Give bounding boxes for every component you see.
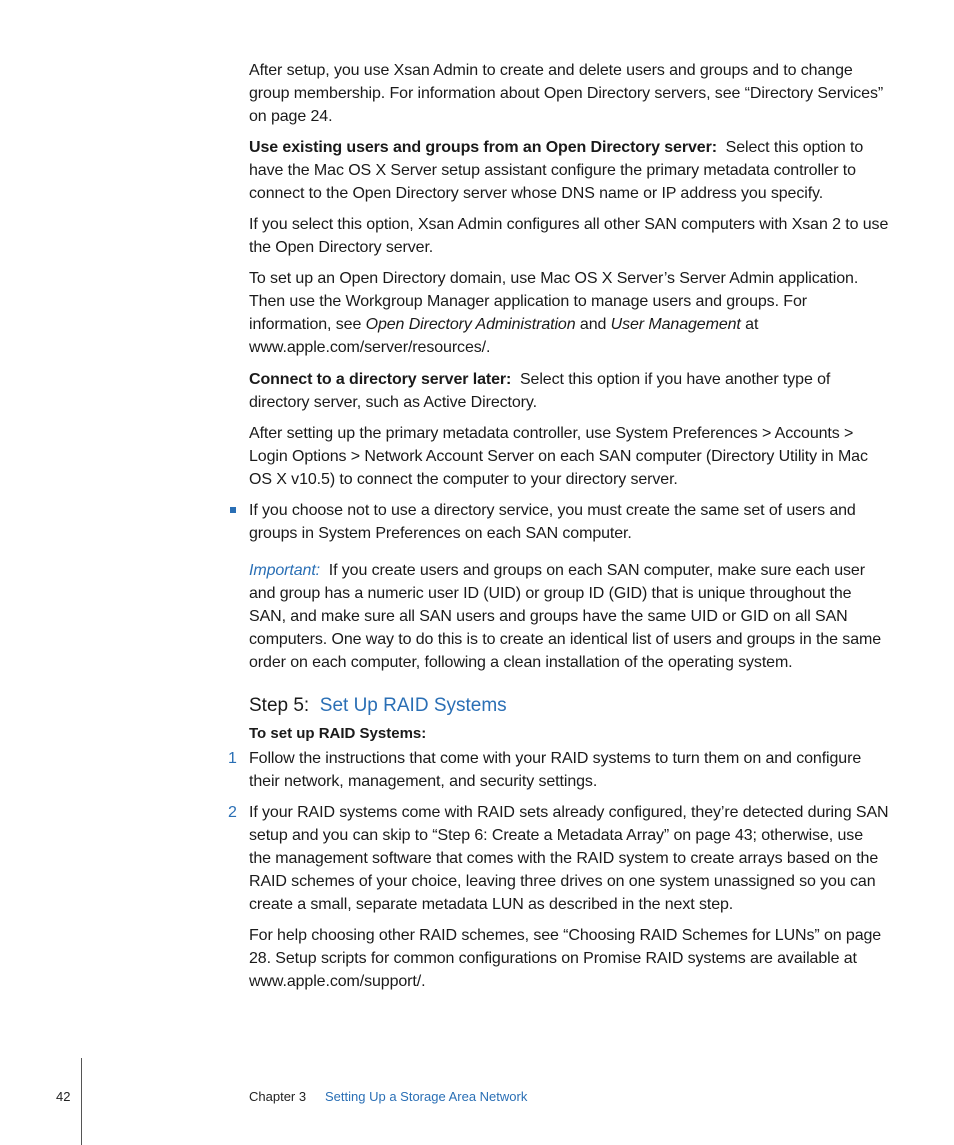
task-title: To set up RAID Systems: <box>249 725 427 742</box>
step-heading <box>249 693 889 719</box>
bullet-text: If you choose not to use a directory service, you must create the same set of users and groups in System Preferences on each SAN computer. <box>249 502 856 542</box>
option-heading-open-directory: Use existing users and groups from an Open Directory server: <box>249 139 717 156</box>
paragraph-after-setup: After setting up the primary metadata controller, use System Preferences > Accounts > Login Options > Network Account Server on each SAN computer (Directory Utility in Mac OS X v10.5) to connect the computer to your directory server. <box>249 425 868 488</box>
step-title: Set Up RAID Systems <box>319 695 507 716</box>
important-label: Important: <box>249 562 321 579</box>
footer-chapter-title: Setting Up a Storage Area Network <box>325 1089 528 1104</box>
document-body <box>228 59 889 993</box>
bullet-square-icon <box>230 507 236 513</box>
book-title-od-admin: Open Directory Administration <box>365 316 576 333</box>
numbered-step-1 <box>228 747 889 793</box>
important-note <box>249 559 889 674</box>
footer-chapter: Chapter 3 <box>249 1089 307 1104</box>
page-number: 42 <box>56 1089 71 1104</box>
bullet-item <box>249 499 889 545</box>
paragraph-connect-later-option <box>249 368 889 414</box>
setup-domain-text-b: at www.apple.com/server/resources/. <box>249 316 759 356</box>
option-body-connect-later: Select this option if you have another type of directory server, such as Active Directory. <box>249 371 831 411</box>
paragraph-raid-help: For help choosing other RAID schemes, see “Choosing RAID Schemes for LUNs” on page 28. Setup scripts for common configurations on Promise RAID systems are available at www.apple.com/support/. <box>249 927 882 990</box>
footer-divider <box>81 1058 82 1145</box>
book-title-user-management: User Management <box>610 316 741 333</box>
paragraph-setup-domain <box>249 267 889 359</box>
numbered-step-2 <box>228 801 889 916</box>
step-number: 2 <box>228 804 237 821</box>
option-body-open-directory: Select this option to have the Mac OS X Server setup assistant configure the primary metadata controller to connect to the Open Directory server whose DNS name or IP address you specify. <box>249 139 864 202</box>
step-prefix: Step 5: <box>249 695 310 716</box>
paragraph-intro: After setup, you use Xsan Admin to create and delete users and groups and to change group membership. For information about Open Directory servers, see “Directory Services” on page 24. <box>249 62 884 125</box>
option-heading-connect-later: Connect to a directory server later: <box>249 371 512 388</box>
setup-domain-text-a: To set up an Open Directory domain, use Mac OS X Server’s Server Admin application. Then use the Workgroup Manager application to manage users and groups. For information, see <box>249 270 859 333</box>
step-number: 1 <box>228 750 237 767</box>
paragraph-xsan-admin-config: If you select this option, Xsan Admin configures all other SAN computers with Xsan 2 to use the Open Directory server. <box>249 216 889 256</box>
paragraph-open-directory-option <box>249 136 889 205</box>
setup-domain-and: and <box>579 316 607 333</box>
step-text: If your RAID systems come with RAID sets already configured, they’re detected during SAN setup and you can skip to “Step 6: Create a Metadata Array” on page 43; otherwise, use the management software that comes with the RAID system to create arrays based on the RAID schemes of your choice, leaving three drives on one system unassigned so you can create a small, separate metadata LUN as described in the next step. <box>249 804 889 913</box>
step-text: Follow the instructions that come with your RAID systems to turn them on and configure their network, management, and security settings. <box>249 750 862 790</box>
important-body: If you create users and groups on each SAN computer, make sure each user and group has a numeric user ID (UID) or group ID (GID) that is unique throughout the SAN, and make sure all SAN users and groups have the same UID or GID on all SAN computers. One way to do this is to create an identical list of users and groups in the same order on each computer, following a clean installation of the operating system. <box>249 562 882 671</box>
